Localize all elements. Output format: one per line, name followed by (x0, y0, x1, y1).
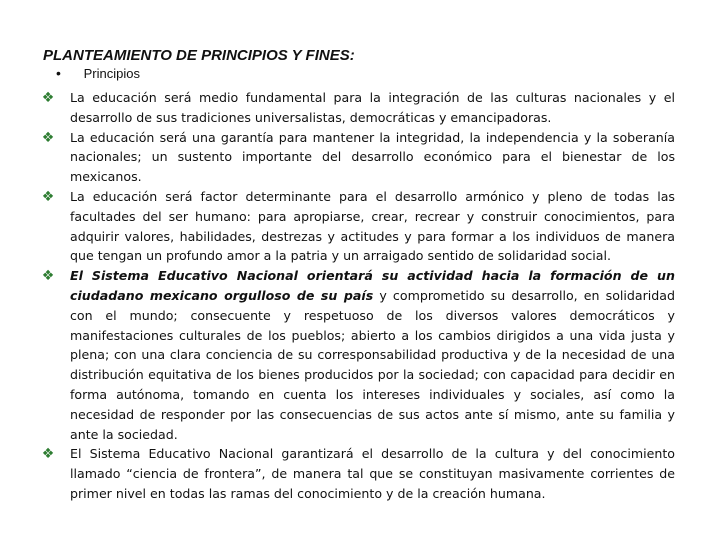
diamond-bullet-icon: ❖ (41, 90, 55, 106)
principle-item-3 (40, 187, 675, 266)
principle-item-5 (40, 444, 675, 503)
principle-text: La educación será factor determinante para el desarrollo armónico y pleno de todas las facultades del ser humano: para apropiarse, crear, recrear y construir conocimientos, para adquirir valores, habilidades, destrezas y actitudes y para formar a los individuos de manera que tengan un profundo amor a la patria y un arraigado sentido de solidaridad social. (70, 188, 675, 264)
principle-item-2 (40, 128, 675, 187)
diamond-bullet-icon: ❖ (41, 188, 55, 205)
principle-text: La educación será una garantía para mantener la integridad, la independencia y la soberanía nacionales; un sustento importante del desarrollo económico para el bienestar de los mexicanos. (70, 129, 675, 185)
diamond-bullet-icon: ❖ (41, 446, 55, 463)
principle-item-4 (40, 266, 675, 444)
bullet-dot-icon: • (56, 65, 61, 81)
principles-heading (56, 65, 140, 82)
principle-text: La educación será medio fundamental para la integración de las culturas nacionales y el desarrollo de sus tradiciones universalistas, democráticas y emancipadoras. (70, 90, 675, 125)
principle-item-1 (40, 88, 675, 128)
principle-emphasis: El Sistema Educativo Nacional orientará su actividad hacia la formación de un ciudadano mexicano orgulloso de su país (70, 268, 675, 303)
principle-text: y comprometido su desarrollo, en solidaridad con el mundo; consecuente y respetuoso de los diversos valores democráticos y manifestaciones culturales de los pueblos; abierto a los cambios dirigidos a una vida justa y plena; con una clara conciencia de su corresponsabilidad productiva y de la necesidad de una distribución equitativa de los bienes producidos por la sociedad; con capacidad para decidir en forma autónoma, tomando en cuenta los intereses individuales y sociales, así como la necesidad de responder por las consecuencias de sus actos ante sí mismo, ante su familia y ante la sociedad. (70, 287, 675, 442)
principles-list (40, 88, 675, 504)
diamond-bullet-icon: ❖ (41, 268, 55, 285)
diamond-bullet-icon: ❖ (41, 129, 55, 146)
principle-text: El Sistema Educativo Nacional garantizará el desarrollo de la cultura y del conocimiento llamado “ciencia de frontera”, de manera tal que se constituyan masivamente corrientes de primer nivel en todas las ramas del conocimiento y de la creación humana. (70, 446, 675, 501)
document-title: PLANTEAMIENTO DE PRINCIPIOS Y FINES: (43, 47, 355, 65)
principles-label: Principios (83, 66, 140, 81)
